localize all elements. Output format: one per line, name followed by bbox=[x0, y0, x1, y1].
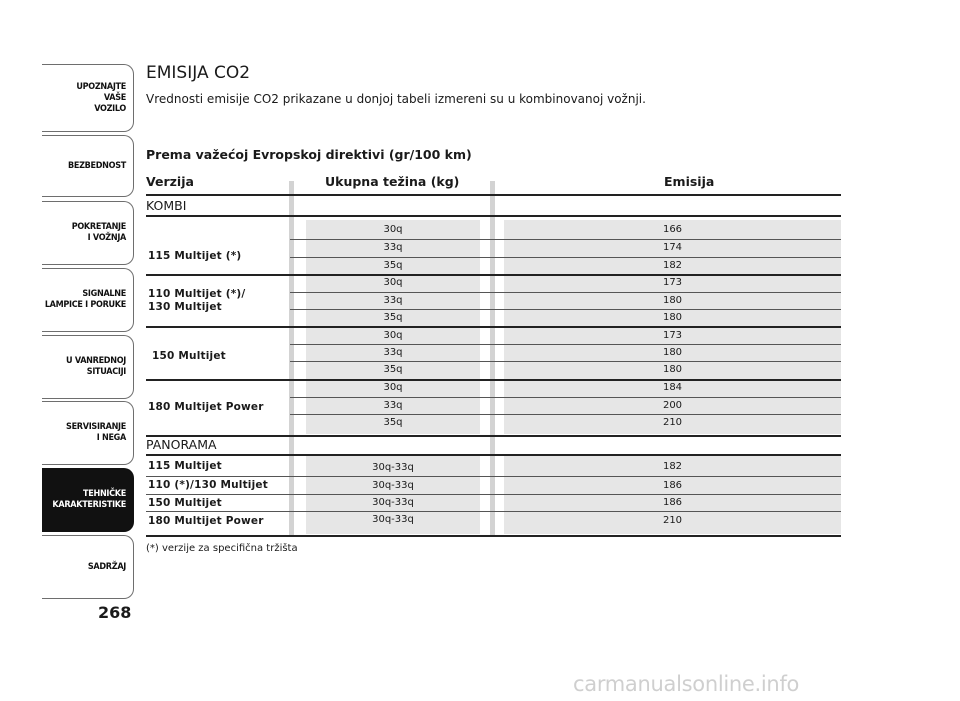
weight-cell: 30q bbox=[383, 277, 403, 288]
version-label: 110 Multijet (*)/ 130 Multijet bbox=[148, 288, 246, 313]
weight-cell: 30q bbox=[383, 224, 403, 235]
table-subtitle: Prema važećoj Evropskoj direktivi (gr/100 km) bbox=[146, 147, 472, 162]
weight-cell: 33q bbox=[383, 242, 403, 253]
emission-cell: 182 bbox=[662, 260, 683, 271]
emission-cell: 180 bbox=[662, 347, 683, 358]
weight-cell: 30q-33q bbox=[372, 514, 414, 525]
weight-cell: 33q bbox=[383, 347, 403, 358]
header-rule bbox=[146, 194, 841, 196]
version-label: 110 (*)/130 Multijet bbox=[148, 479, 268, 491]
tab-servisiranje[interactable]: SERVISIRANJE I NEGA bbox=[42, 401, 134, 465]
weight-cell: 30q bbox=[383, 330, 403, 341]
version-rule bbox=[146, 435, 841, 437]
tab-signalne[interactable]: SIGNALNE LAMPICE I PORUKE bbox=[42, 268, 134, 332]
tab-upoznajte[interactable]: UPOZNAJTE VAŠE VOZILO bbox=[42, 64, 134, 132]
column-separator bbox=[490, 181, 495, 536]
tab-sadrzaj[interactable]: SADRŽAJ bbox=[42, 535, 134, 599]
tab-tehnicke[interactable]: TEHNIČKE KARAKTERISTIKE bbox=[42, 468, 134, 532]
version-label: 115 Multijet (*) bbox=[148, 250, 242, 262]
emission-cell: 186 bbox=[662, 497, 683, 508]
emission-cell: 180 bbox=[662, 312, 683, 323]
weight-cell: 30q-33q bbox=[372, 462, 414, 473]
weight-cell: 35q bbox=[383, 312, 403, 323]
page-title: EMISIJA CO2 bbox=[146, 63, 251, 83]
weight-cell: 33q bbox=[383, 400, 403, 411]
watermark: carmanualsonline.info bbox=[573, 672, 800, 696]
emission-cell: 210 bbox=[662, 515, 683, 526]
footnote: (*) verzije za specifična tržišta bbox=[146, 543, 298, 554]
intro-text: Vrednosti emisije CO2 prikazane u donjoj tabeli izmereni su u kombinovanoj vožnji. bbox=[146, 92, 646, 106]
emission-cell: 173 bbox=[662, 330, 683, 341]
column-separator bbox=[289, 181, 294, 536]
version-label: 115 Multijet bbox=[148, 460, 222, 472]
emission-cell: 180 bbox=[662, 295, 683, 306]
group-rule bbox=[146, 215, 841, 217]
weight-cell: 30q bbox=[383, 382, 403, 393]
weight-cell: 33q bbox=[383, 295, 403, 306]
weight-cell: 35q bbox=[383, 364, 403, 375]
tab-bezbednost[interactable]: BEZBEDNOST bbox=[42, 135, 134, 197]
header-weight: Ukupna težina (kg) bbox=[325, 174, 460, 189]
emission-cell: 173 bbox=[662, 277, 683, 288]
emission-cell: 180 bbox=[662, 364, 683, 375]
emission-cell: 210 bbox=[662, 417, 683, 428]
page-number: 268 bbox=[98, 603, 132, 622]
emission-cell: 186 bbox=[662, 480, 683, 491]
group-rule bbox=[146, 454, 841, 456]
weight-cell: 30q-33q bbox=[372, 497, 414, 508]
version-label: 150 Multijet bbox=[148, 497, 222, 509]
emission-cell: 174 bbox=[662, 242, 683, 253]
weight-cell: 35q bbox=[383, 260, 403, 271]
weight-cell: 30q-33q bbox=[372, 480, 414, 491]
header-version: Verzija bbox=[146, 174, 194, 189]
header-emission: Emisija bbox=[664, 174, 715, 189]
version-label: 180 Multijet Power bbox=[148, 515, 264, 527]
version-label: 180 Multijet Power bbox=[148, 401, 264, 413]
group-kombi: KOMBI bbox=[146, 198, 187, 213]
tab-pokretanje[interactable]: POKRETANJE I VOŽNJA bbox=[42, 201, 134, 265]
emission-cell: 166 bbox=[662, 224, 683, 235]
emission-cell: 184 bbox=[662, 382, 683, 393]
emission-cell: 200 bbox=[662, 400, 683, 411]
table-bottom-rule bbox=[146, 535, 841, 537]
version-label: 150 Multijet bbox=[152, 350, 226, 362]
tab-vanredno[interactable]: U VANREDNOJ SITUACIJI bbox=[42, 335, 134, 399]
group-panorama: PANORAMA bbox=[146, 437, 217, 452]
emission-cell: 182 bbox=[662, 461, 683, 472]
weight-cell: 35q bbox=[383, 417, 403, 428]
